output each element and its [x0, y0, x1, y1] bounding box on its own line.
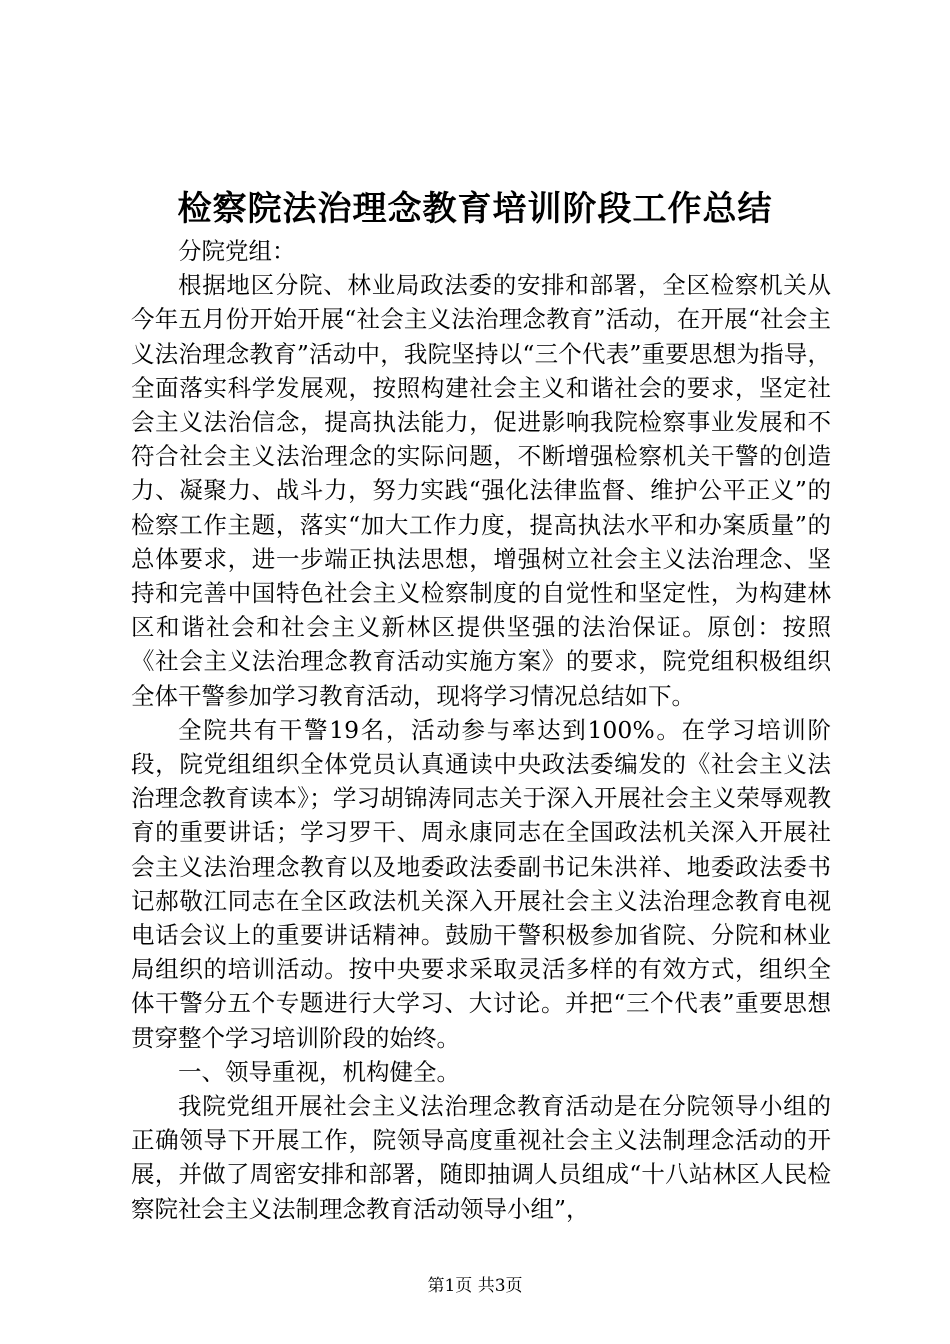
page-footer: 第1页 共3页 — [427, 1276, 523, 1296]
paragraph-intro: 根据地区分院、林业局政法委的安排和部署，全区检察机关从今年五月份开始开展“社会主义法治理念教育”活动，在开展“社会主义法治理念教育”活动中，我院坚持以“三个代表”重要思想为指导，全面落实科学发展观，按照构建社会主义和谐社会的要求，坚定社会主义法治信念，提高执法能力，促进影响我院检察事业发展和不符合社会主义法治理念的实际问题，不断增强检察机关干警的创造力、凝聚力、战斗力，努力实践“强化法律监督、维护公平正义”的检察工作主题，落实“加大工作力度，提高执法水平和办案质量”的总体要求，进一步端正执法思想，增强树立社会主义法治理念、坚持和完善中国特色社会主义检察制度的自觉性和坚定性，为构建林区和谐社会和社会主义新林区提供坚强的法治保证。原创：按照《社会主义法治理念教育活动实施方案》的要求，院党组积极组织全体干警参加学习教育活动，现将学习情况总结如下。 — [131, 271, 831, 710]
paragraph-leadership: 我院党组开展社会主义法治理念教育活动是在分院领导小组的正确领导下开展工作，院领导高度重视社会主义法制理念活动的开展，并做了周密安排和部署，随即抽调人员组成“十八站林区人民检察院社会主义法制理念教育活动领导小组”， — [131, 1092, 831, 1223]
document-title: 检察院法治理念教育培训阶段工作总结 — [177, 189, 773, 229]
document-body — [131, 234, 831, 1226]
section-heading-leadership: 一、领导重视，机构健全。 — [178, 1057, 460, 1086]
paragraph-study-stage: 全院共有干警19名，活动参与率达到100%。在学习培训阶段，院党组组织全体党员认真通读中央政法委编发的《社会主义法治理念教育读本》；学习胡锦涛同志关于深入开展社会主义荣辱观教育的重要讲话；学习罗干、周永康同志在全国政法机关深入开展社会主义法治理念教育以及地委政法委副书记朱洪祥、地委政法委书记郝敬江同志在全区政法机关深入开展社会主义法治理念教育电视电话会议上的重要讲话精神。鼓励干警积极参加省院、分院和林业局组织的培训活动。按中央要求采取灵活多样的有效方式，组织全体干警分五个专题进行大学习、大讨论。并把“三个代表”重要思想贯穿整个学习培训阶段的始终。 — [131, 715, 831, 1052]
salutation: 分院党组： — [178, 237, 296, 265]
